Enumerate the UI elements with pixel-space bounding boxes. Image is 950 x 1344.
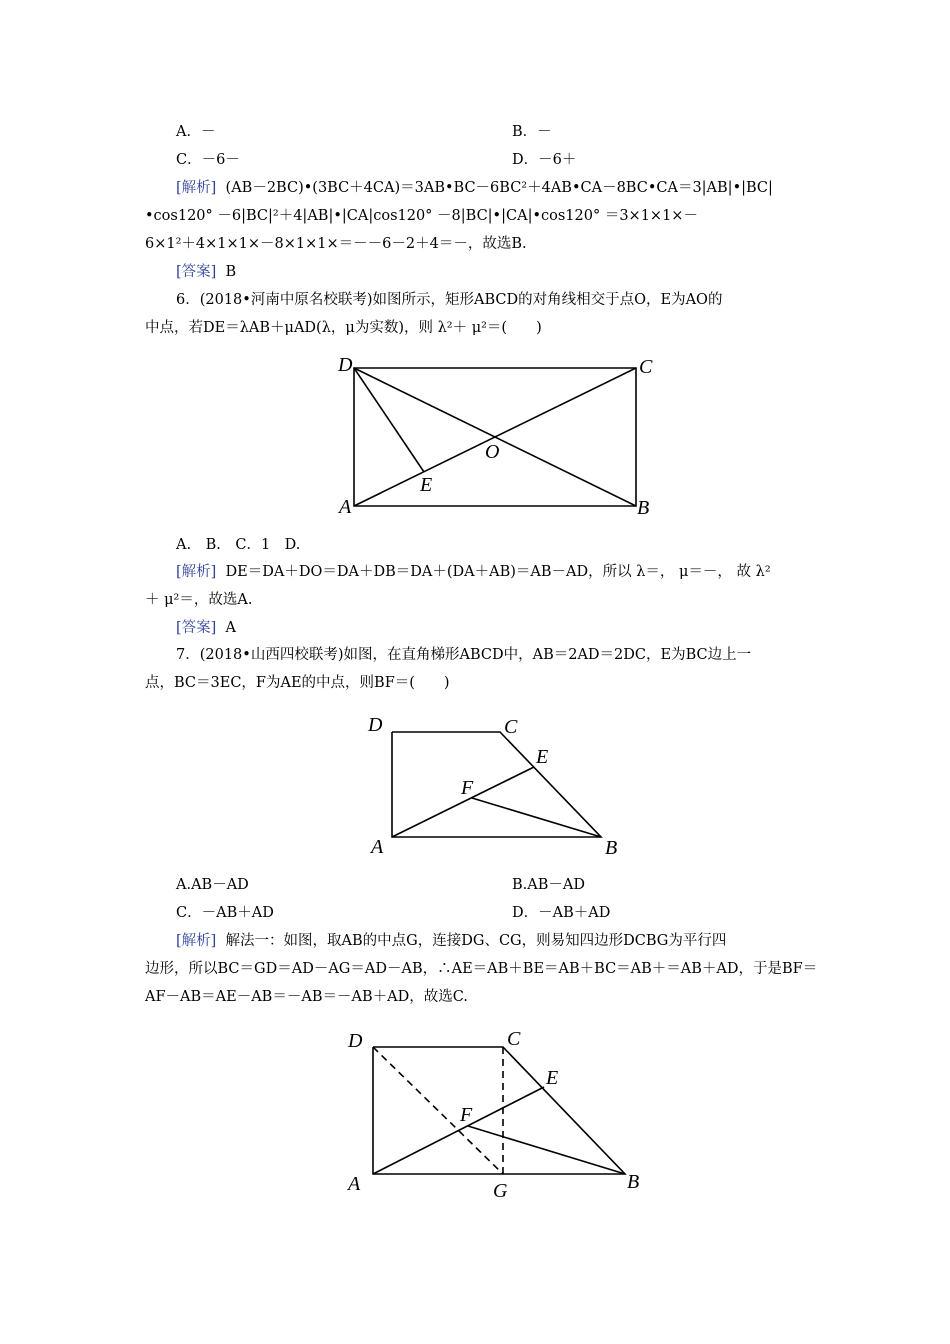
answer-tag: [答案] xyxy=(176,264,217,280)
analysis-tag: [解析] xyxy=(176,564,217,580)
q7-analysis-text-1: 解法一：如图，取AB的中点G，连接DG、CG，则易知四边形DCBG为平行四 xyxy=(225,933,727,949)
q7-stem-line-1: 7．(2018•山西四校联考)如图，在直角梯形ABCD中，AB＝2AD＝2DC，E为BC边上一 xyxy=(176,647,752,663)
label-g: G xyxy=(493,1180,508,1202)
analysis-tag: [解析] xyxy=(176,180,217,196)
q7-option-b: B.AB－AD xyxy=(512,877,585,893)
label-c: C xyxy=(504,716,518,738)
answer-tag: [答案] xyxy=(176,620,217,636)
rectangle-figure xyxy=(330,348,660,523)
q7-option-d: D．－AB＋AD xyxy=(512,905,611,921)
q7-option-a: A.AB－AD xyxy=(176,877,249,893)
q7-analysis-line-2: 边形，所以BC＝GD＝AD－AG＝AD－AB，∴AE＝AB＋BE＝AB＋BC＝AB＋＝AB＋AD，于是BF＝ xyxy=(145,961,818,977)
q5-analysis-line-2: •cos120° －6|BC|²＋4|AB|•|CA|cos120° －8|BC|•|CA|•cos120° ＝3×1×1×－ xyxy=(145,208,698,224)
q6-options: A. B. C．1 D. xyxy=(176,537,301,553)
label-d: D xyxy=(338,354,353,376)
analysis-tag: [解析] xyxy=(176,933,217,949)
label-c: C xyxy=(639,356,653,378)
label-c: C xyxy=(507,1028,521,1050)
segment-ae xyxy=(373,1087,544,1174)
label-b: B xyxy=(605,837,618,859)
q6-analysis-line-2: ＋ μ²＝，故选A. xyxy=(145,592,253,608)
q5-option-b: B．－ xyxy=(512,124,552,140)
q5-option-c: C．－6－ xyxy=(176,152,240,168)
label-b: B xyxy=(627,1171,640,1193)
label-e: E xyxy=(546,1067,559,1089)
q7-analysis-line-1 xyxy=(176,931,726,951)
q6-stem-line-2: 中点，若DE＝λAB＋μAD(λ，μ为实数)，则 λ²＋ μ²＝( ) xyxy=(145,320,542,336)
label-e: E xyxy=(536,746,549,768)
q6-answer: A xyxy=(225,620,237,636)
trapezoid-figure xyxy=(360,706,630,861)
q5-analysis-line-3: 6×1²＋4×1×1×－8×1×1×＝－－6－2＋4＝－，故选B. xyxy=(145,236,527,252)
q5-option-d: D．－6＋ xyxy=(512,152,577,168)
label-f: F xyxy=(460,1104,473,1126)
label-d: D xyxy=(368,714,383,736)
label-a: A xyxy=(348,1173,361,1195)
label-b: B xyxy=(637,497,650,519)
q6-analysis-text-1: DE＝DA＋DO＝DA＋DB＝DA＋(DA＋AB)＝AB－AD，所以 λ＝， μ＝－， 故 λ² xyxy=(225,564,771,580)
label-d: D xyxy=(348,1030,363,1052)
dashed-dg xyxy=(373,1047,503,1174)
q5-option-a: A．－ xyxy=(176,124,216,140)
q7-analysis-line-3: AF－AB＝AE－AB＝－AB＝－AB＋AD，故选C. xyxy=(145,989,468,1005)
label-f: F xyxy=(461,777,474,799)
label-o: O xyxy=(485,441,500,463)
q5-answer: B xyxy=(225,264,237,280)
q6-analysis-line-1 xyxy=(176,562,771,582)
q6-stem-line-1: 6．(2018•河南中原名校联考)如图所示，矩形ABCD的对角线相交于点O，E为AO的 xyxy=(176,292,723,308)
label-a: A xyxy=(371,836,384,858)
segment-de xyxy=(354,368,424,472)
label-e: E xyxy=(420,474,433,496)
q7-option-c: C．－AB＋AD xyxy=(176,905,274,921)
q5-analysis-text-1: (AB－2BC)•(3BC＋4CA)＝3AB•BC－6BC²＋4AB•CA－8BC•CA＝3|AB|•|BC| xyxy=(225,180,773,196)
trapezoid-figure-with-g xyxy=(340,1020,660,1210)
q6-answer-line xyxy=(176,618,236,638)
q7-stem-line-2: 点，BC＝3EC，F为AE的中点，则BF＝( ) xyxy=(145,675,450,691)
q5-analysis-line-1 xyxy=(176,178,773,198)
q5-answer-line xyxy=(176,262,236,282)
label-a: A xyxy=(339,496,352,518)
